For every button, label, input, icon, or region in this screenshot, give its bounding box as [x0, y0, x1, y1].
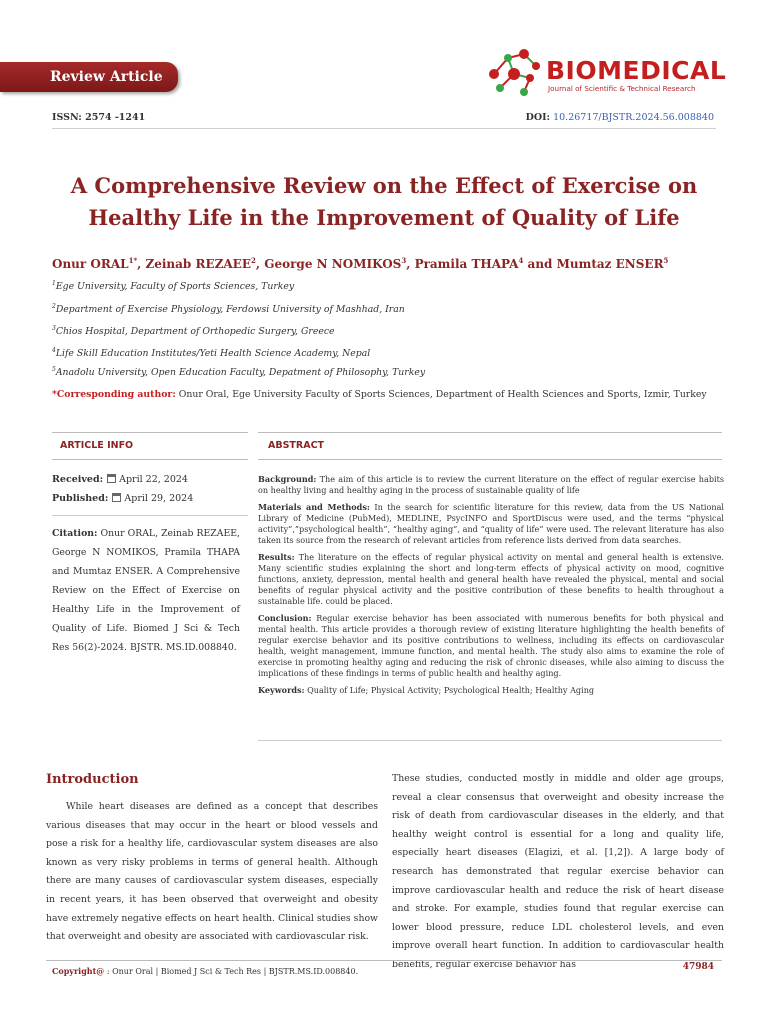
abstract-results: Results: The literature on the effects of regular physical activity on mental and general health is extensive. Many scientific studies explaining the short and long-term effects of physical activity on mood, cognitive functions, anxiety, depression, mental health and general health have revealed the physical, mental and social benefits of regular physical activity and the positive contribution of these benefits to health throughout a sustainable life. could be placed. [258, 552, 724, 606]
article-title: A Comprehensive Review on the Effect of Exercise on Healthy Life in the Improvement of Quality of Life [70, 173, 698, 230]
body-text-left: While heart diseases are defined as a concept that describes various diseases that may occur in the heart or blood vessels and pose a risk for a healthy life, cardiovascular system diseases are also known as very risky problems in terms of general health. Although there are many causes of cardiovascular system diseases, especially in recent years, it has been observed that overweight and obesity have extremely negative effects on heart health. Clinical studies show that overweight and obesity are associated with cardiovascular risk. [46, 801, 378, 943]
divider [258, 459, 722, 460]
divider [258, 432, 722, 433]
footer-copyright: Copyright@ : Onur Oral | Biomed J Sci & Tech Res | BJSTR.MS.ID.008840. [52, 966, 359, 976]
journal-logo-subtitle: Journal of Scientific & Technical Research [548, 84, 696, 93]
affiliation-3: $^3$Chios Hospital, Department of Orthopedic Surgery, Greece [52, 325, 335, 338]
article-info-heading: ARTICLE INFO [60, 440, 134, 451]
author-name: Mumtaz ENSER [556, 257, 664, 271]
molecule-icon [484, 44, 546, 100]
issn: ISSN: 2574 -1241 [52, 112, 146, 123]
doi [526, 112, 714, 123]
corresponding-author: *Corresponding author: Onur Oral, Ege University Faculty of Sports Sciences, Department of Health Sciences and Sports, Izmir, Turkey [52, 389, 707, 400]
author-list: Onur $ORAL^{1*}$, Zeinab REZAEE$^2$, George N NOMIKOS$^3$, Pramila THAPA$^4$ and Mumtaz ENSER$^5$ [52, 256, 669, 271]
divider [52, 515, 248, 516]
footer-divider [46, 960, 722, 961]
received-date-row: Received: April 22, 2024 [52, 474, 188, 485]
doi-link[interactable]: 10.26717/BJSTR.2024.56.008840 [553, 112, 714, 123]
author-name: Pramila THAPA [414, 257, 519, 271]
page-number: 47984 [682, 962, 714, 972]
citation: Citation: Onur ORAL, Zeinab REZAEE, George N NOMIKOS, Pramila THAPA and Mumtaz ENSER. A Comprehensive Review on the Effect of Exercise on Healthy Life in the Improvement of Quality of Life. Biomed J Sci & Tech Res 56(2)-2024. BJSTR. MS.ID.008840. [52, 528, 240, 653]
author-affiliation-marker: 1* [128, 256, 138, 265]
article-type-badge: Review Article [0, 62, 178, 92]
abstract-background: Background: The aim of this article is to review the current literature on the effect of regular exercise habits on healthy living and healthy aging in the process of sustainable quality of life [258, 474, 724, 495]
journal-logo-text: BIOMEDICAL [546, 56, 727, 85]
author-affiliation-marker: 2 [250, 256, 256, 265]
journal-logo [484, 44, 727, 100]
author-affiliation-marker: 4 [518, 256, 524, 265]
author-affiliation-marker: 5 [663, 256, 669, 265]
abstract-body [258, 474, 724, 702]
body-text-right: These studies, conducted mostly in middle and older age groups, reveal a clear consensus that overweight and obesity increase the risk of death from cardiovascular diseases in the elderly, and that healthy weight control is essential for a long and quality life, especially heart diseases (Elagizi, et al. [1,2]). A large body of research has demonstrated that regular exercise behavior can improve cardiovascular health and reduce the risk of heart disease and stroke. For example, studies found that regular exercise can lower blood pressure, reduce LDL cholesterol levels, and even improve overall heart function. In addition to cardiovascular health benefits, regular exercise behavior has [392, 773, 724, 970]
abstract-conclusion: Conclusion: Regular exercise behavior has been associated with numerous benefits for both physical and mental health. This article provides a thorough review of existing literature highlighting the health benefits of regular exercise behavior and its positive contributions to wellness, including its effects on cardiovascular health, weight management, immune function, and mental health. The study also aims to examine the role of exercise in promoting healthy aging and reducing the risk of chronic diseases, while also aiming to discuss the implications of these findings in terms of public health and healthy aging. [258, 613, 724, 678]
author-affiliation-marker: 3 [401, 256, 407, 265]
header-divider [52, 128, 716, 129]
author-name: George N NOMIKOS [264, 257, 402, 271]
doi-label: DOI: [525, 112, 551, 123]
author-name: Zeinab REZAEE [145, 257, 251, 271]
affiliation-1: $^1$Ege University, Faculty of Sports Sciences, Turkey [52, 280, 295, 293]
published-date-row: Published: April 29, 2024 [52, 493, 194, 504]
abstract-keywords: Keywords: Quality of Life; Physical Activity; Psychological Health; Healthy Aging [258, 685, 595, 695]
affiliation-2: $^2$Department of Exercise Physiology, Ferdowsi University of Mashhad, Iran [52, 303, 405, 316]
abstract-heading: ABSTRACT [268, 440, 325, 451]
calendar-icon [107, 474, 116, 483]
affiliation-5: $^5$Anadolu University, Open Education Faculty, Depatment of Philosophy, Turkey [52, 366, 426, 379]
section-heading-introduction: Introduction [46, 772, 139, 787]
divider [52, 459, 248, 460]
abstract-methods: Materials and Methods: In the search for scientific literature for this review, data from the US National Library of Medicine (PubMed), MEDLINE, PsycINFO and SportDiscus were used, and the terms “physical activity”,”psychological health”, “healthy aging”, and “quality of life” were used. The relevant literature has also taken its source from the research of relevant articles from reference lists derived from data searches. [258, 502, 724, 545]
author-name: Onur ORAL [52, 257, 129, 271]
divider [52, 432, 248, 433]
affiliation-4: $^4$Life Skill Education Institutes/Yeti Health Science Academy, Nepal [52, 347, 371, 360]
calendar-icon [112, 493, 121, 502]
divider [258, 740, 722, 741]
